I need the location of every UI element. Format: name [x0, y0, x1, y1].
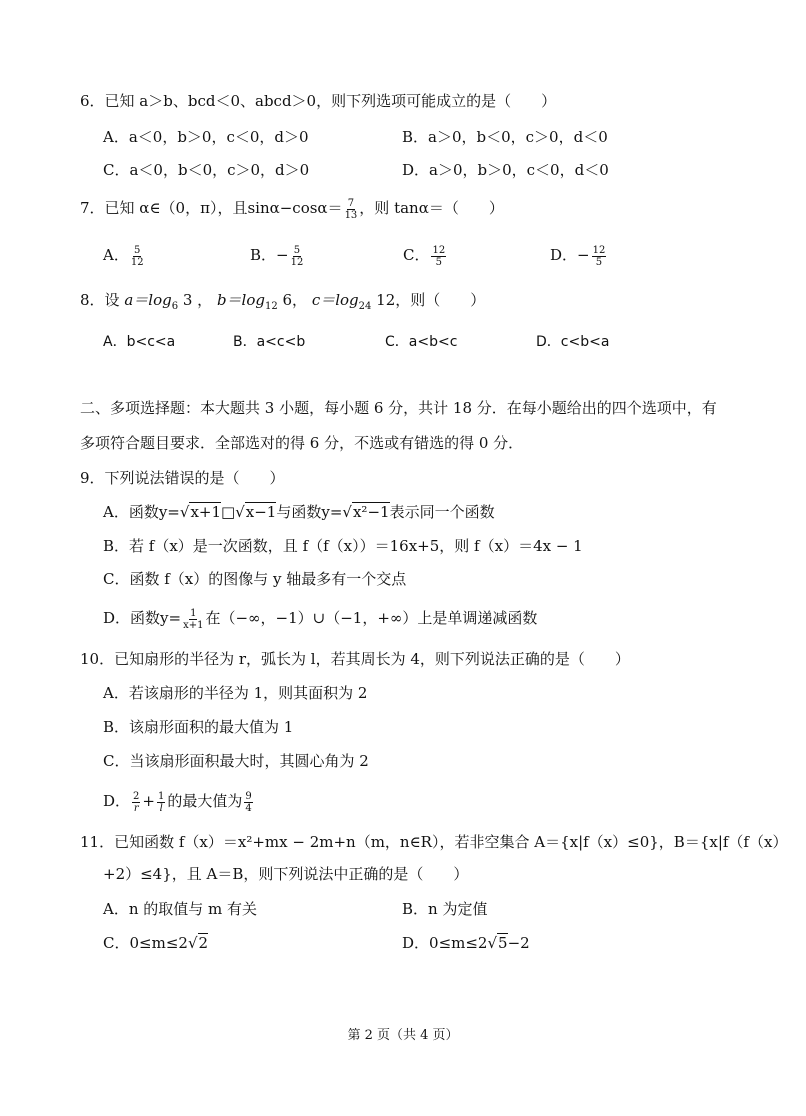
q10-d-f2-num: 1 [157, 790, 165, 802]
q7-option-c [403, 244, 448, 268]
q7-b-fraction [291, 245, 304, 268]
q10-option-b: B．该扇形面积的最大值为 1 [103, 718, 294, 736]
q6-option-c: C．a＜0，b＜0，c＞0，d＞0 [103, 161, 310, 179]
q7-stem-suffix: ，则 tanα＝（ ） [359, 199, 504, 217]
q9-a-radical-3 [342, 502, 389, 521]
q9-option-a [103, 501, 495, 523]
q7-d-label: D．− [550, 246, 590, 264]
q8-option-a: A．b<c<a [103, 334, 176, 350]
q9-d-fraction [183, 608, 203, 631]
q8-a-expr: a＝log [124, 291, 172, 309]
q9-option-b: B．若 f（x）是一次函数，且 f（f（x））＝16x+5，则 f（x）＝4x − 1 [103, 537, 583, 555]
q8-a-arg: 3 ， [178, 291, 213, 309]
q8-option-b: B．a<c<b [233, 334, 306, 350]
q6-option-a: A．a＜0，b＞0，c＜0，d＞0 [103, 128, 309, 146]
q6-option-d: D．a＞0，b＞0，c＜0，d＜0 [402, 161, 609, 179]
q8-b-arg: 6， [277, 291, 308, 309]
q9-stem: 9．下列说法错误的是（ ） [80, 469, 285, 487]
q7-c-num: 12 [432, 244, 446, 256]
q9-option-d [103, 607, 537, 631]
q9-a-radicand-2: x−1 [245, 503, 277, 521]
q10-stem: 10．已知扇形的半径为 r，弧长为 l，若其周长为 4，则下列说法正确的是（ ） [80, 650, 630, 668]
q11-c-pre: C．0≤m≤2 [103, 934, 188, 952]
q8-option-c: C．a<b<c [385, 334, 458, 350]
q10-d-frac-2 [157, 791, 165, 814]
q9-a-mid: □ [221, 503, 236, 521]
q10-d-f2-den: l [159, 802, 163, 814]
q11-stem-line1: 11．已知函数 f（x）＝x²+mx − 2m+n（m，n∈R），若非空集合 A＝{x|f（x）≤0}，B＝{x|f（f（x） [80, 833, 788, 851]
q8-c-base: 24 [358, 301, 372, 312]
q9-a-radical-1 [180, 502, 221, 521]
q7-d-fraction [592, 245, 607, 268]
q8-a-base: 6 [171, 301, 179, 312]
q7-b-label: B．− [250, 246, 289, 264]
q9-a-radical-2 [235, 502, 276, 521]
q9-d-post: 在（−∞，−1）∪（−1，+∞）上是单调递减函数 [205, 609, 538, 627]
q10-d-mid: 的最大值为 [167, 792, 243, 810]
q8-c-expr: c＝log [311, 291, 359, 309]
q9-d-den: x+1 [183, 619, 204, 631]
q10-d-frac-1 [132, 791, 140, 814]
q11-option-d [402, 932, 530, 953]
q11-d-radicand: 5 [498, 934, 508, 952]
q7-a-den: 12 [130, 256, 144, 268]
q7-stem-fraction [345, 198, 358, 221]
q10-d-frac-3 [244, 791, 252, 814]
q7-frac-num: 7 [347, 197, 355, 209]
q10-d-label: D． [103, 792, 131, 810]
q9-option-c: C．函数 f（x）的图像与 y 轴最多有一个交点 [103, 570, 407, 588]
q7-a-label: A． [103, 246, 129, 264]
page-footer: 第 2 页（共 4 页） [347, 1028, 459, 1043]
q7-b-den: 12 [290, 256, 304, 268]
q11-d-pre: D．0≤m≤2 [402, 934, 488, 952]
q11-option-c [103, 932, 208, 953]
q8-b-base: 12 [265, 301, 278, 312]
q7-option-a [103, 244, 146, 268]
q7-stem [80, 197, 504, 221]
section2-heading-line2: 多项符合题目要求．全部选对的得 6 分，不选或有错选的得 0 分． [80, 434, 524, 452]
q11-d-post: −2 [507, 934, 530, 952]
q9-a-radicand-1: x+1 [190, 503, 222, 521]
q9-a-mid2: 与函数y= [276, 503, 343, 521]
q10-d-plus: + [142, 792, 155, 810]
q10-d-f1-num: 2 [133, 790, 140, 802]
q10-option-a: A．若该扇形的半径为 1，则其面积为 2 [103, 684, 368, 702]
q9-a-radicand-3: x²−1 [352, 503, 390, 521]
q7-c-label: C． [403, 246, 430, 264]
q9-a-pre: A．函数y= [103, 503, 180, 521]
q8-option-d: D．c<b<a [536, 334, 610, 350]
q11-c-radical [188, 933, 208, 952]
q9-d-pre: D．函数y= [103, 609, 182, 627]
q11-c-radicand: 2 [198, 934, 209, 952]
q11-d-radical [487, 933, 507, 952]
section2-heading-line1: 二、多项选择题：本大题共 3 小题，每小题 6 分，共计 18 分．在每小题给出的四个选项中，有 [80, 399, 717, 417]
q10-d-f3-num: 9 [245, 790, 252, 802]
q6-stem: 6．已知 a＞b、bcd＜0、abcd＞0，则下列选项可能成立的是（ ） [80, 92, 557, 110]
q9-d-num: 1 [190, 607, 197, 619]
q8-c-arg: 12，则（ ） [371, 291, 486, 309]
q7-a-fraction [131, 245, 144, 268]
q7-d-num: 12 [592, 244, 606, 256]
q9-a-post: 表示同一个函数 [389, 503, 495, 521]
q11-stem-line2: +2）≤4}，且 A＝B，则下列说法中正确的是（ ） [103, 865, 469, 883]
q10-d-f1-den: r [133, 802, 139, 814]
q10-d-f3-den: 4 [245, 802, 252, 814]
q7-frac-den: 13 [344, 209, 358, 221]
q11-option-b: B．n 为定值 [402, 900, 488, 918]
q10-option-d [103, 790, 255, 814]
q7-b-num: 5 [293, 244, 301, 256]
q11-option-a: A．n 的取值与 m 有关 [103, 900, 258, 918]
q8-b-expr: b＝log [216, 291, 265, 309]
q7-c-fraction [431, 245, 446, 268]
q10-option-c: C．当该扇形面积最大时，其圆心角为 2 [103, 752, 369, 770]
q7-c-den: 5 [435, 256, 443, 268]
q7-d-den: 5 [595, 256, 603, 268]
q6-option-b: B．a＞0，b＜0，c＞0，d＜0 [402, 128, 608, 146]
q7-stem-prefix: 7．已知 α∈（0，π），且sinα−cosα＝ [80, 199, 343, 217]
q7-option-b [250, 244, 305, 268]
q7-option-d [550, 244, 608, 268]
q7-a-num: 5 [134, 244, 141, 256]
q8-label: 8．设 [80, 291, 120, 309]
q8-stem [80, 289, 485, 318]
